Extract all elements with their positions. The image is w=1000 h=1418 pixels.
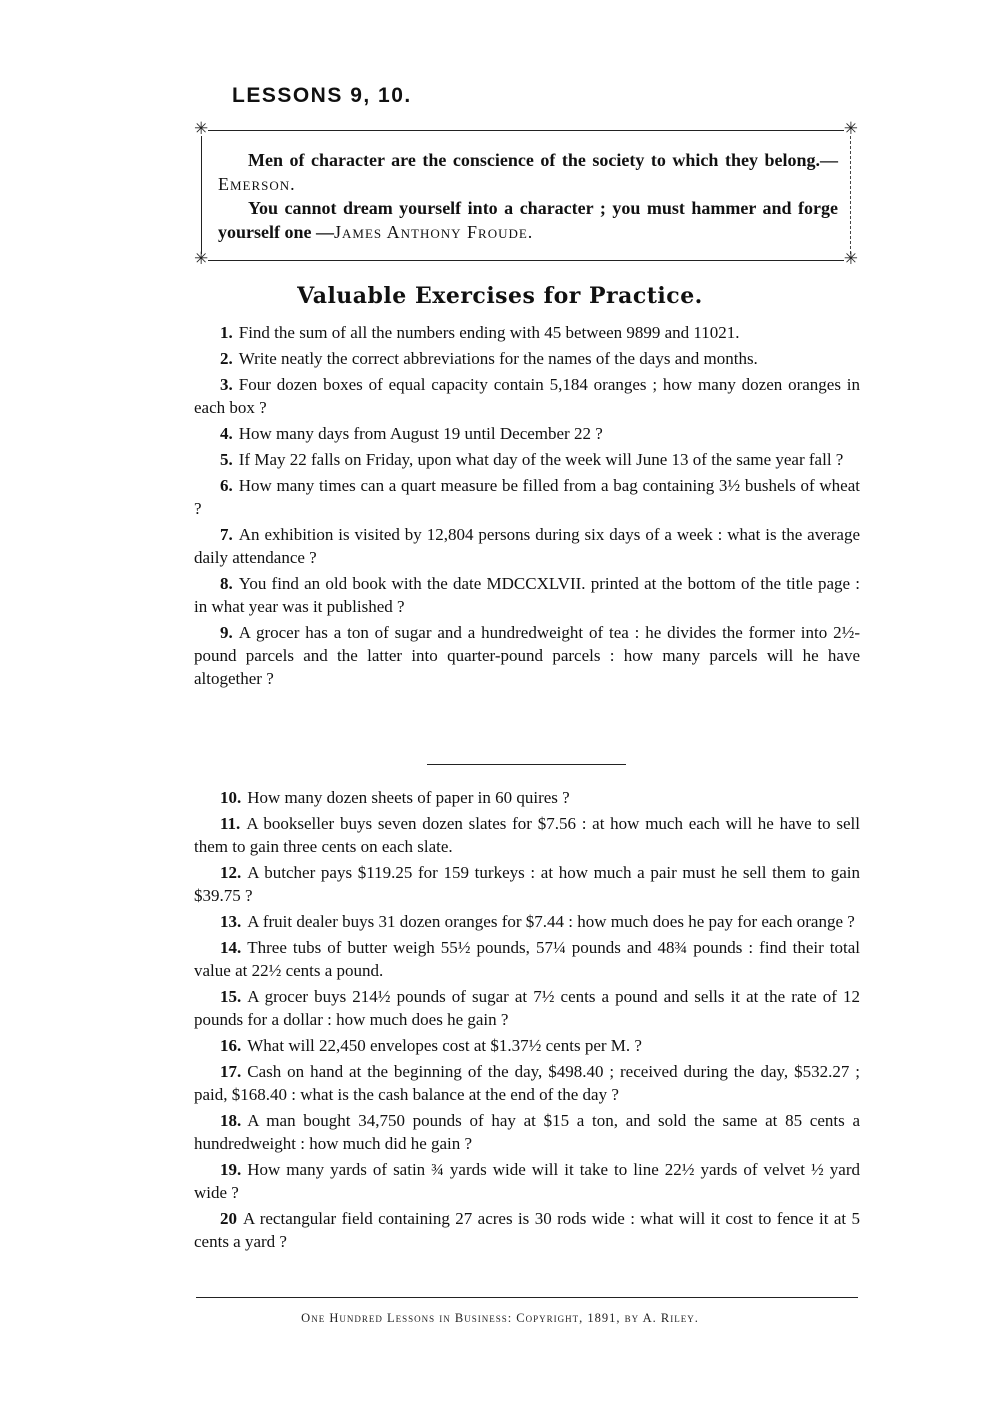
exercise-item	[194, 812, 860, 858]
exercise-number: 20	[220, 1209, 237, 1228]
quote-froude	[218, 196, 838, 244]
exercise-item	[194, 936, 860, 982]
exercise-text: Four dozen boxes of equal capacity contain 5,184 oranges ; how many dozen oranges in each box ?	[194, 375, 860, 417]
exercise-item	[194, 321, 860, 344]
exercise-number: 10.	[220, 788, 242, 807]
exercise-text: How many dozen sheets of paper in 60 quires ?	[247, 788, 570, 807]
exercise-number: 11.	[220, 814, 241, 833]
exercise-item	[194, 422, 860, 445]
exercise-text: A bookseller buys seven dozen slates for $7.56 : at how much each will he have to sell them to gain three cents on each slate.	[194, 814, 860, 856]
exercise-text: A fruit dealer buys 31 dozen oranges for $7.44 : how much does he pay for each orange ?	[247, 912, 855, 931]
exercise-text: Cash on hand at the beginning of the day, $498.40 ; received during the day, $532.27 ; paid, $168.40 : what is the cash balance at the end of the day ?	[194, 1062, 860, 1104]
exercise-number: 9.	[220, 623, 233, 642]
exercise-text: An exhibition is visited by 12,804 persons during six days of a week : what is the average daily attendance ?	[194, 525, 860, 567]
exercise-text: A grocer buys 214½ pounds of sugar at 7½ cents a pound and sells it at the rate of 12 pounds for a dollar : how much does he gain ?	[194, 987, 860, 1029]
section-divider	[427, 764, 626, 765]
exercise-text: Find the sum of all the numbers ending with 45 between 9899 and 11021.	[238, 323, 740, 342]
exercise-item	[194, 1158, 860, 1204]
quote-text	[218, 148, 838, 244]
exercise-item	[194, 1034, 860, 1057]
footer-rule	[196, 1297, 858, 1298]
exercise-number: 5.	[220, 450, 233, 469]
exercise-text: Three tubs of butter weigh 55½ pounds, 57¼ pounds and 48¾ pounds : find their total value at 22½ cents a pound.	[194, 938, 860, 980]
exercise-number: 13.	[220, 912, 242, 931]
asterisk-ornament-icon: ✳	[843, 249, 858, 269]
exercise-list-part-1	[194, 321, 860, 693]
exercise-number: 4.	[220, 424, 233, 443]
exercise-item	[194, 474, 860, 520]
exercise-item	[194, 347, 860, 370]
exercise-number: 12.	[220, 863, 242, 882]
exercise-list-part-2	[194, 786, 860, 1256]
exercise-item	[194, 985, 860, 1031]
page-footer: One Hundred Lessons in Business: Copyright, 1891, by A. Riley.	[301, 1311, 699, 1325]
quote-text-line: You cannot dream yourself into a character ; you must hammer and forge yourself one —	[218, 198, 838, 242]
exercise-text: How many days from August 19 until December 22 ?	[238, 424, 603, 443]
exercise-number: 8.	[220, 574, 233, 593]
exercise-text: A grocer has a ton of sugar and a hundredweight of tea : he divides the former into 2½-pound parcels and the latter into quarter-pound parcels : how many parcels will he have altogether ?	[194, 623, 860, 688]
exercise-item	[194, 373, 860, 419]
exercise-number: 18.	[220, 1111, 242, 1130]
exercise-item	[194, 448, 860, 471]
quote-box-right-rule	[850, 136, 851, 254]
quote-emerson	[218, 148, 838, 196]
asterisk-ornament-icon: ✳	[843, 119, 858, 139]
exercise-number: 6.	[220, 476, 233, 495]
asterisk-ornament-icon: ✳	[194, 249, 209, 269]
quote-author: Emerson.	[218, 174, 296, 194]
quote-box-bottom-rule	[208, 260, 844, 261]
exercise-text: How many yards of satin ¾ yards wide will it take to line 22½ yards of velvet ½ yard wide ?	[194, 1160, 860, 1202]
exercise-item	[194, 786, 860, 809]
exercise-text: How many times can a quart measure be filled from a bag containing 3½ bushels of wheat ?	[194, 476, 860, 518]
exercise-text: If May 22 falls on Friday, upon what day of the week will June 13 of the same year fall ?	[238, 450, 844, 469]
exercise-item	[194, 1207, 860, 1253]
exercise-number: 7.	[220, 525, 233, 544]
exercise-item	[194, 910, 860, 933]
exercise-number: 19.	[220, 1160, 242, 1179]
quote-text-line: Men of character are the conscience of the society to which they belong.—	[248, 150, 838, 170]
quote-box-top-rule	[208, 130, 844, 131]
asterisk-ornament-icon: ✳	[194, 119, 209, 139]
exercise-number: 17.	[220, 1062, 242, 1081]
exercise-number: 15.	[220, 987, 242, 1006]
quote-box	[194, 119, 858, 269]
exercise-item	[194, 1109, 860, 1155]
exercise-item	[194, 1060, 860, 1106]
exercise-text: You find an old book with the date MDCCXLVII. printed at the bottom of the title page : in what year was it published ?	[194, 574, 860, 616]
lesson-title: LESSONS 9, 10.	[232, 84, 412, 107]
exercise-number: 16.	[220, 1036, 242, 1055]
exercise-text: Write neatly the correct abbreviations for the names of the days and months.	[238, 349, 758, 368]
quote-author: James Anthony Froude.	[334, 222, 534, 242]
exercise-text: A rectangular field containing 27 acres is 30 rods wide : what will it cost to fence it at 5 cents a yard ?	[194, 1209, 860, 1251]
exercise-item	[194, 621, 860, 690]
exercise-text: A man bought 34,750 pounds of hay at $15 a ton, and sold the same at 85 cents a hundredweight : how much did he gain ?	[194, 1111, 860, 1153]
exercise-item	[194, 523, 860, 569]
exercise-text: What will 22,450 envelopes cost at $1.37½ cents per M. ?	[247, 1036, 642, 1055]
exercise-item	[194, 572, 860, 618]
exercise-number: 14.	[220, 938, 242, 957]
exercises-heading: Valuable Exercises for Practice.	[297, 283, 703, 309]
exercise-number: 2.	[220, 349, 233, 368]
quote-box-left-rule	[201, 136, 202, 254]
exercise-text: A butcher pays $119.25 for 159 turkeys : at how much a pair must he sell them to gain $39.75 ?	[194, 863, 860, 905]
exercise-item	[194, 861, 860, 907]
exercise-number: 1.	[220, 323, 233, 342]
exercise-number: 3.	[220, 375, 233, 394]
